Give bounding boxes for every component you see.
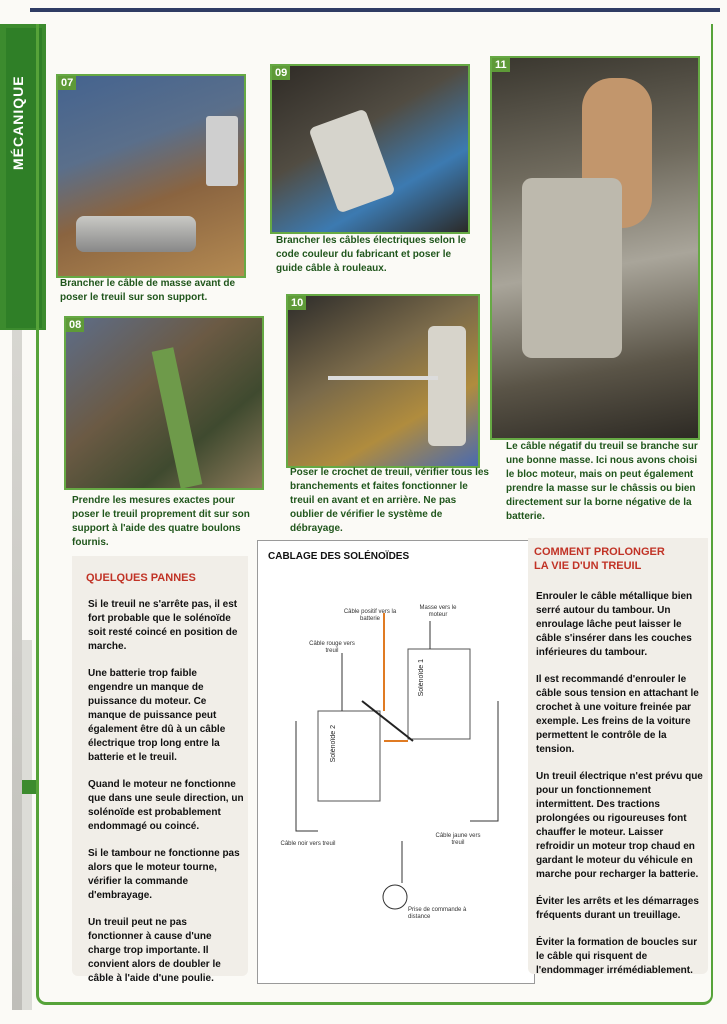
cable-shape: [328, 376, 438, 380]
prolonger-title-1: COMMENT PROLONGER: [534, 546, 665, 558]
prolonger-title-2: LA VIE D'UN TREUIL: [534, 560, 642, 572]
pannes-paragraph: Si le tambour ne fonctionne pas alors que le moteur tourne, vérifier la commande d'embrayage.: [88, 848, 240, 901]
prolonger-paragraph: Enrouler le câble métallique bien serré autour du tambour. Un enroulage lâche peut laisser le câble s'insérer dans les couches inférieures du tambour.: [536, 591, 693, 658]
prolonger-paragraph: Un treuil électrique n'est prévu que pour un fonctionnement intermittent. Des tractions prolongées ou rigoureuses font chauffer le moteur. Laisser refroidir un moteur trop chaud en gardant le moteur du véhicule en marche pour recharger la batterie.: [536, 771, 703, 880]
page-marker: [22, 780, 37, 794]
caption-10: Poser le crochet de treuil, vérifier tous les branchements et faites fonctionner le treuil en avant et en arrière. Ne pas oublier de vérifier le système de débrayage.: [290, 467, 489, 534]
page-spine: [12, 330, 22, 1010]
label-masse: Masse vers le moteur: [419, 605, 457, 618]
caption-11: Le câble négatif du treuil se branche sur une bonne masse. Ici nous avons choisi le bloc moteur, mais on peut également prendre la masse sur le châssis ou bien directement sur la borne négative de la batterie.: [506, 441, 698, 522]
diagram-title: CABLAGE DES SOLÉNOÏDES: [268, 551, 410, 562]
photo-number: 09: [272, 66, 290, 80]
wiring-diagram-svg: [258, 541, 534, 983]
top-rule: [30, 8, 720, 12]
photo-number: 08: [66, 318, 84, 332]
prolonger-paragraph: Éviter les arrêts et les démarrages fréquents durant un treuillage.: [536, 896, 699, 921]
photo-09: [270, 64, 470, 234]
label-cable-rouge: Câble rouge vers treuil: [309, 641, 355, 654]
cable-guide-shape: [308, 108, 395, 213]
remote-plug-symbol: [383, 885, 407, 909]
winch-drum-shape: [76, 216, 196, 252]
page-spine-inner: [22, 640, 32, 1010]
label-solenoide-1: Solénoïde 1: [418, 659, 425, 697]
caption-09: Brancher les câbles électriques selon le code couleur du fabricant et poser le guide câble à rouleaux.: [276, 235, 467, 274]
label-prise: Prise de commande à distance: [408, 907, 467, 920]
caption-08: Prendre les mesures exactes pour poser le treuil proprement dit sur son support à l'aide des quatre boulons fournis.: [72, 495, 250, 548]
label-cable-jaune: Câble jaune vers treuil: [435, 833, 481, 846]
photo-number: 10: [288, 296, 306, 310]
photo-08: [64, 316, 264, 490]
photo-07: [56, 74, 246, 278]
pannes-paragraph: Si le treuil ne s'arrête pas, il est fort probable que le solénoïde soit resté coincé en position de marche.: [88, 599, 238, 652]
prolonger-paragraph: Il est recommandé d'enrouler le câble sous tension en attachant le crochet à une voiture freinée par exemple. Les freins de la voiture permettent le contrôle de la tension.: [536, 674, 699, 755]
pannes-paragraph: Un treuil peut ne pas fonctionner à cause d'une charge trop importante. Il convient alors de doubler le câble à l'aide d'une poulie.: [88, 917, 221, 984]
photo-11: [490, 56, 700, 440]
photo-number: 07: [58, 76, 76, 90]
prolonger-text: [536, 590, 704, 991]
bracket-shape: [206, 116, 238, 186]
wiring-diagram: [257, 540, 535, 984]
black-cable-line: [296, 721, 318, 831]
pannes-box: [72, 556, 248, 984]
strap-line: [362, 701, 413, 741]
prolonger-paragraph: Éviter la formation de boucles sur le câble qui risquent de l'endommager irrémédiablement.: [536, 937, 698, 976]
engine-block-shape: [522, 178, 622, 358]
pannes-title: QUELQUES PANNES: [86, 572, 196, 584]
pannes-paragraph: Une batterie trop faible engendre un manque de puissance du moteur. Ce manque de puissance peut également être dû à un câble électrique trop long entre la batterie et le treuil.: [88, 668, 226, 763]
pannes-text: [88, 598, 244, 999]
yellow-cable-line: [470, 701, 498, 821]
solenoid-2-body: [318, 711, 380, 801]
roller-guide-shape: [428, 326, 466, 446]
photo-number: 11: [492, 58, 510, 72]
label-solenoide-2: Solénoïde 2: [330, 725, 337, 763]
bumper-rail-shape: [152, 347, 203, 489]
prolonger-box: [528, 538, 708, 974]
pannes-paragraph: Quand le moteur ne fonctionne que dans une seule direction, un solénoïde est probablement endommagé ou coincé.: [88, 779, 244, 832]
caption-07: Brancher le câble de masse avant de poser le treuil sur son support.: [60, 278, 236, 303]
section-label: MÉCANIQUE: [10, 75, 26, 171]
label-cable-positif: Câble positif vers la batterie: [343, 609, 397, 622]
photo-10: [286, 294, 480, 468]
label-cable-noir: Câble noir vers treuil: [280, 841, 336, 847]
